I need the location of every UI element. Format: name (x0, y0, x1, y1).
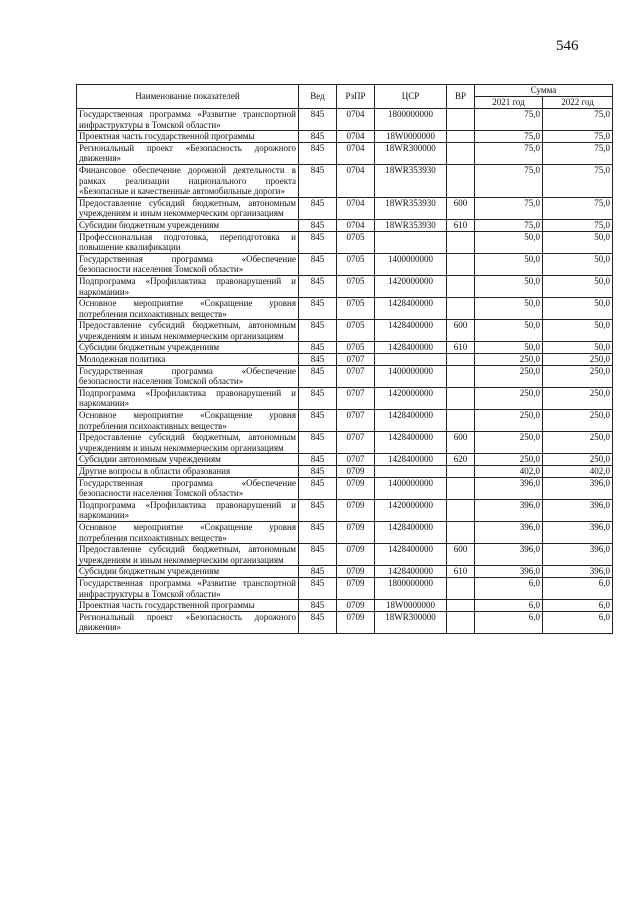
cell-ved: 845 (299, 466, 337, 478)
cell-vr (447, 109, 475, 131)
cell-csr (375, 231, 447, 253)
cell-csr: 1420000000 (375, 499, 447, 521)
cell-2022: 250,0 (543, 354, 613, 366)
cell-csr: 1428400000 (375, 544, 447, 566)
cell-2022: 6,0 (543, 611, 613, 633)
cell-2022: 250,0 (543, 410, 613, 432)
table-row (77, 577, 613, 599)
cell-2021: 250,0 (475, 454, 543, 466)
cell-rzpr: 0707 (337, 410, 375, 432)
table-row (77, 566, 613, 578)
table-row (77, 454, 613, 466)
cell-csr: 1428400000 (375, 410, 447, 432)
cell-rzpr: 0709 (337, 477, 375, 499)
cell-csr (375, 466, 447, 478)
cell-csr: 1800000000 (375, 577, 447, 599)
table-row (77, 410, 613, 432)
cell-2021: 396,0 (475, 566, 543, 578)
cell-vr (447, 365, 475, 387)
cell-ved: 845 (299, 342, 337, 354)
cell-ved: 845 (299, 566, 337, 578)
cell-rzpr: 0709 (337, 566, 375, 578)
cell-rzpr: 0705 (337, 275, 375, 297)
header-year-2021: 2021 год (475, 97, 543, 109)
cell-ved: 845 (299, 109, 337, 131)
cell-ved: 845 (299, 219, 337, 231)
cell-csr: 18W0000000 (375, 600, 447, 612)
cell-name: Предоставление субсидий бюджетным, автономным учреждениям и иным некоммерческим организациям (77, 197, 299, 219)
cell-vr (447, 577, 475, 599)
cell-rzpr: 0709 (337, 600, 375, 612)
cell-rzpr: 0707 (337, 387, 375, 409)
cell-csr: 18WR300000 (375, 611, 447, 633)
cell-vr: 600 (447, 197, 475, 219)
cell-vr: 610 (447, 342, 475, 354)
cell-2021: 50,0 (475, 231, 543, 253)
cell-2022: 75,0 (543, 219, 613, 231)
cell-rzpr: 0704 (337, 197, 375, 219)
cell-name: Субсидии бюджетным учреждениям (77, 566, 299, 578)
cell-2022: 50,0 (543, 342, 613, 354)
header-ved: Вед (299, 85, 337, 109)
cell-2022: 75,0 (543, 131, 613, 143)
cell-csr: 1800000000 (375, 109, 447, 131)
cell-ved: 845 (299, 432, 337, 454)
cell-rzpr: 0709 (337, 466, 375, 478)
table-row (77, 131, 613, 143)
cell-vr (447, 387, 475, 409)
page-number: 546 (556, 38, 579, 54)
cell-vr (447, 521, 475, 543)
cell-ved: 845 (299, 499, 337, 521)
cell-2021: 250,0 (475, 410, 543, 432)
cell-2021: 75,0 (475, 219, 543, 231)
table-row (77, 466, 613, 478)
cell-vr (447, 142, 475, 164)
header-csr: ЦСР (375, 85, 447, 109)
cell-ved: 845 (299, 197, 337, 219)
cell-2022: 402,0 (543, 466, 613, 478)
cell-rzpr: 0704 (337, 109, 375, 131)
cell-name: Региональный проект «Безопасность дорожного движения» (77, 611, 299, 633)
cell-vr: 610 (447, 219, 475, 231)
cell-2022: 250,0 (543, 432, 613, 454)
cell-2021: 6,0 (475, 611, 543, 633)
cell-name: Государственная программа «Обеспечение безопасности населения Томской области» (77, 253, 299, 275)
cell-2022: 396,0 (543, 566, 613, 578)
cell-name: Предоставление субсидий бюджетным, автономным учреждениям и иным некоммерческим организациям (77, 544, 299, 566)
cell-rzpr: 0709 (337, 521, 375, 543)
cell-ved: 845 (299, 600, 337, 612)
cell-rzpr: 0709 (337, 544, 375, 566)
cell-2022: 6,0 (543, 577, 613, 599)
cell-vr (447, 275, 475, 297)
cell-2021: 50,0 (475, 342, 543, 354)
cell-ved: 845 (299, 275, 337, 297)
cell-rzpr: 0704 (337, 164, 375, 197)
cell-2021: 50,0 (475, 298, 543, 320)
table-row (77, 611, 613, 633)
cell-2021: 75,0 (475, 109, 543, 131)
cell-name: Региональный проект «Безопасность дорожного движения» (77, 142, 299, 164)
cell-ved: 845 (299, 387, 337, 409)
table-row (77, 477, 613, 499)
cell-csr: 1428400000 (375, 342, 447, 354)
cell-2022: 396,0 (543, 499, 613, 521)
cell-vr (447, 477, 475, 499)
cell-name: Основное мероприятие «Сокращение уровня потребления психоактивных веществ» (77, 298, 299, 320)
cell-ved: 845 (299, 521, 337, 543)
cell-vr: 620 (447, 454, 475, 466)
cell-name: Предоставление субсидий бюджетным, автономным учреждениям и иным некоммерческим организациям (77, 432, 299, 454)
cell-vr: 600 (447, 432, 475, 454)
cell-name: Проектная часть государственной программы (77, 600, 299, 612)
cell-2021: 396,0 (475, 544, 543, 566)
cell-vr (447, 354, 475, 366)
header-sum: Сумма (475, 85, 613, 97)
cell-rzpr: 0704 (337, 142, 375, 164)
cell-vr (447, 611, 475, 633)
cell-2022: 50,0 (543, 298, 613, 320)
cell-vr (447, 410, 475, 432)
cell-2022: 50,0 (543, 320, 613, 342)
cell-vr (447, 131, 475, 143)
cell-csr: 18WR353930 (375, 219, 447, 231)
cell-csr: 18WR353930 (375, 164, 447, 197)
cell-2022: 250,0 (543, 454, 613, 466)
cell-2022: 75,0 (543, 142, 613, 164)
cell-csr: 1428400000 (375, 521, 447, 543)
cell-ved: 845 (299, 410, 337, 432)
table-row (77, 354, 613, 366)
table-row (77, 231, 613, 253)
cell-ved: 845 (299, 354, 337, 366)
cell-2021: 75,0 (475, 164, 543, 197)
table-row (77, 298, 613, 320)
cell-2022: 250,0 (543, 365, 613, 387)
table-row (77, 521, 613, 543)
cell-ved: 845 (299, 142, 337, 164)
table-row (77, 109, 613, 131)
budget-table (76, 84, 613, 634)
cell-rzpr: 0707 (337, 365, 375, 387)
cell-2021: 250,0 (475, 387, 543, 409)
cell-rzpr: 0709 (337, 611, 375, 633)
cell-vr: 600 (447, 320, 475, 342)
cell-ved: 845 (299, 611, 337, 633)
cell-2021: 250,0 (475, 365, 543, 387)
cell-ved: 845 (299, 253, 337, 275)
cell-2021: 396,0 (475, 499, 543, 521)
cell-rzpr: 0704 (337, 219, 375, 231)
cell-ved: 845 (299, 365, 337, 387)
cell-name: Проектная часть государственной программы (77, 131, 299, 143)
cell-2022: 396,0 (543, 544, 613, 566)
table-row (77, 253, 613, 275)
cell-2022: 75,0 (543, 197, 613, 219)
cell-name: Субсидии бюджетным учреждениям (77, 342, 299, 354)
cell-csr: 1400000000 (375, 253, 447, 275)
cell-csr: 1400000000 (375, 477, 447, 499)
cell-name: Субсидии автономным учреждениям (77, 454, 299, 466)
cell-2022: 75,0 (543, 109, 613, 131)
cell-rzpr: 0709 (337, 499, 375, 521)
cell-2022: 50,0 (543, 253, 613, 275)
cell-2021: 402,0 (475, 466, 543, 478)
cell-csr: 1400000000 (375, 365, 447, 387)
cell-csr: 1428400000 (375, 432, 447, 454)
cell-name: Подпрограмма «Профилактика правонарушений и наркомании» (77, 275, 299, 297)
cell-vr (447, 466, 475, 478)
cell-name: Государственная программа «Развитие транспортной инфраструктуры в Томской области» (77, 577, 299, 599)
header-rzpr: РзПР (337, 85, 375, 109)
cell-vr (447, 164, 475, 197)
cell-ved: 845 (299, 454, 337, 466)
cell-ved: 845 (299, 544, 337, 566)
table-body (77, 109, 613, 634)
cell-name: Молодежная политика (77, 354, 299, 366)
cell-2021: 250,0 (475, 354, 543, 366)
cell-csr: 1428400000 (375, 298, 447, 320)
table-row (77, 219, 613, 231)
cell-vr (447, 499, 475, 521)
table-row (77, 197, 613, 219)
cell-name: Государственная программа «Развитие транспортной инфраструктуры в Томской области» (77, 109, 299, 131)
cell-name: Предоставление субсидий бюджетным, автономным учреждениям и иным некоммерческим организациям (77, 320, 299, 342)
cell-vr (447, 231, 475, 253)
cell-name: Государственная программа «Обеспечение безопасности населения Томской области» (77, 477, 299, 499)
cell-vr: 600 (447, 544, 475, 566)
cell-csr: 1420000000 (375, 275, 447, 297)
cell-ved: 845 (299, 298, 337, 320)
table-row (77, 365, 613, 387)
cell-ved: 845 (299, 131, 337, 143)
cell-rzpr: 0709 (337, 577, 375, 599)
header-vr: ВР (447, 85, 475, 109)
cell-name: Основное мероприятие «Сокращение уровня потребления психоактивных веществ» (77, 410, 299, 432)
cell-name: Подпрограмма «Профилактика правонарушений и наркомании» (77, 499, 299, 521)
table-row (77, 342, 613, 354)
cell-name: Подпрограмма «Профилактика правонарушений и наркомании» (77, 387, 299, 409)
cell-rzpr: 0705 (337, 320, 375, 342)
table-row (77, 387, 613, 409)
cell-2021: 75,0 (475, 131, 543, 143)
cell-csr: 18WR300000 (375, 142, 447, 164)
cell-2022: 396,0 (543, 477, 613, 499)
cell-name: Государственная программа «Обеспечение безопасности населения Томской области» (77, 365, 299, 387)
cell-name: Основное мероприятие «Сокращение уровня потребления психоактивных веществ» (77, 521, 299, 543)
cell-csr: 18WR353930 (375, 197, 447, 219)
cell-2021: 50,0 (475, 253, 543, 275)
table-row (77, 499, 613, 521)
table-row (77, 142, 613, 164)
cell-rzpr: 0705 (337, 253, 375, 275)
cell-rzpr: 0705 (337, 231, 375, 253)
cell-csr: 18W0000000 (375, 131, 447, 143)
table-row (77, 164, 613, 197)
cell-2022: 50,0 (543, 231, 613, 253)
cell-2021: 50,0 (475, 275, 543, 297)
cell-rzpr: 0707 (337, 432, 375, 454)
cell-vr (447, 253, 475, 275)
cell-2021: 396,0 (475, 477, 543, 499)
header-year-2022: 2022 год (543, 97, 613, 109)
cell-2022: 75,0 (543, 164, 613, 197)
table-row (77, 600, 613, 612)
table-row (77, 275, 613, 297)
header-name: Наименование показателей (77, 85, 299, 109)
table-row (77, 544, 613, 566)
cell-name: Профессиональная подготовка, переподготовка и повышение квалификации (77, 231, 299, 253)
cell-2021: 250,0 (475, 432, 543, 454)
table-row (77, 320, 613, 342)
cell-csr (375, 354, 447, 366)
cell-2021: 75,0 (475, 197, 543, 219)
cell-csr: 1428400000 (375, 454, 447, 466)
cell-2022: 250,0 (543, 387, 613, 409)
cell-ved: 845 (299, 477, 337, 499)
cell-ved: 845 (299, 577, 337, 599)
cell-2022: 6,0 (543, 600, 613, 612)
cell-rzpr: 0704 (337, 131, 375, 143)
cell-csr: 1420000000 (375, 387, 447, 409)
cell-2022: 50,0 (543, 275, 613, 297)
cell-name: Другие вопросы в области образования (77, 466, 299, 478)
cell-vr (447, 600, 475, 612)
cell-ved: 845 (299, 231, 337, 253)
cell-vr (447, 298, 475, 320)
cell-2021: 75,0 (475, 142, 543, 164)
cell-csr: 1428400000 (375, 320, 447, 342)
cell-vr: 610 (447, 566, 475, 578)
cell-rzpr: 0707 (337, 454, 375, 466)
cell-ved: 845 (299, 164, 337, 197)
cell-rzpr: 0705 (337, 342, 375, 354)
cell-name: Финансовое обеспечение дорожной деятельности в рамках реализации национального проекта «Безопасные и качественные автомобильные дороги» (77, 164, 299, 197)
table-row (77, 432, 613, 454)
cell-2022: 396,0 (543, 521, 613, 543)
cell-2021: 6,0 (475, 600, 543, 612)
cell-2021: 396,0 (475, 521, 543, 543)
cell-2021: 50,0 (475, 320, 543, 342)
cell-ved: 845 (299, 320, 337, 342)
cell-rzpr: 0705 (337, 298, 375, 320)
cell-rzpr: 0707 (337, 354, 375, 366)
cell-name: Субсидии бюджетным учреждениям (77, 219, 299, 231)
cell-csr: 1428400000 (375, 566, 447, 578)
cell-2021: 6,0 (475, 577, 543, 599)
